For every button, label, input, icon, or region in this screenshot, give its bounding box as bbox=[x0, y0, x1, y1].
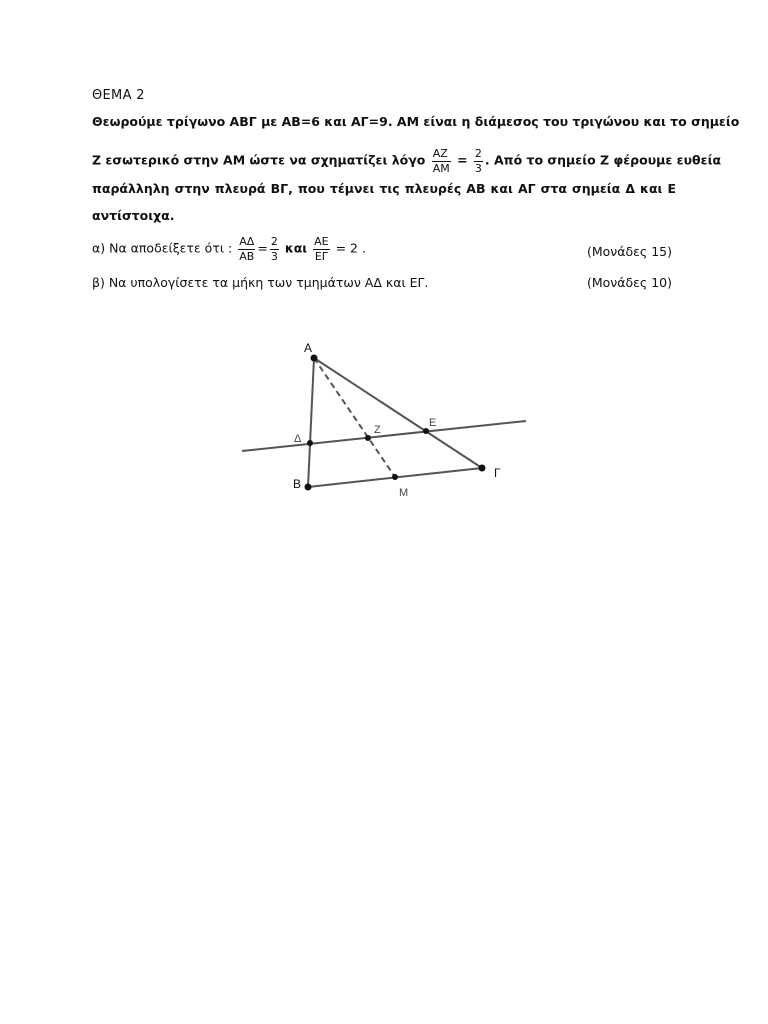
fraction-numerator: 2 bbox=[270, 235, 278, 248]
fraction-numerator: ΑΖ bbox=[432, 148, 451, 162]
point-b bbox=[305, 484, 312, 491]
fraction-ad-ab bbox=[238, 236, 255, 262]
point-m bbox=[392, 474, 398, 480]
median-am bbox=[314, 358, 395, 477]
side-ab bbox=[308, 358, 314, 487]
fraction-two-thirds bbox=[270, 236, 279, 262]
label-a: Α bbox=[304, 341, 313, 355]
fraction-denominator: ΑΜ bbox=[432, 161, 450, 175]
fraction-numerator: ΑΕ bbox=[314, 235, 329, 248]
problem-line-2 bbox=[92, 147, 722, 175]
and-word: και bbox=[284, 240, 308, 256]
fraction-az-am bbox=[432, 148, 451, 174]
geometry-figure bbox=[236, 336, 536, 506]
label-b: Β bbox=[293, 477, 302, 491]
point-g bbox=[479, 465, 486, 472]
equals-sign: = bbox=[457, 152, 468, 168]
problem-line-3: παράλληλη στην πλευρά ΒΓ, που τέμνει τις πλευρές ΑΒ και ΑΓ στα σημεία Δ και Ε bbox=[92, 181, 676, 196]
point-d bbox=[307, 440, 313, 446]
question-a bbox=[92, 236, 676, 262]
fraction-denominator: ΑΒ bbox=[239, 249, 255, 263]
question-b bbox=[92, 275, 676, 290]
fraction-denominator: 3 bbox=[474, 161, 482, 175]
side-ag bbox=[314, 358, 482, 468]
fraction-ae-eg bbox=[313, 236, 329, 262]
fraction-denominator: 3 bbox=[270, 249, 278, 263]
question-a-suffix: = 2 . bbox=[335, 240, 366, 256]
fraction-two-thirds bbox=[474, 148, 483, 174]
section-title: ΘΕΜΑ 2 bbox=[92, 88, 145, 103]
parallel-line bbox=[242, 421, 526, 451]
point-a bbox=[311, 355, 318, 362]
question-a-points: (Μονάδες 15) bbox=[586, 244, 672, 259]
question-b-text: β) Να υπολογίσετε τα μήκη των τμημάτων ΑΔ και ΕΓ. bbox=[92, 275, 429, 290]
question-a-statement bbox=[92, 236, 366, 262]
label-d: Δ bbox=[294, 433, 302, 445]
label-g: Γ bbox=[494, 466, 501, 480]
equals-sign: = bbox=[257, 240, 268, 256]
point-z bbox=[365, 435, 371, 441]
label-e: Ε bbox=[429, 417, 437, 429]
fraction-numerator: 2 bbox=[474, 147, 482, 160]
label-m: Μ bbox=[399, 487, 409, 499]
problem-line-4: αντίστοιχα. bbox=[92, 208, 175, 223]
problem-line-1: Θεωρούμε τρίγωνο ΑΒΓ με ΑΒ=6 και ΑΓ=9. ΑΜ είναι η διάμεσος του τριγώνου και το σημείο bbox=[92, 114, 740, 129]
fraction-numerator: ΑΔ bbox=[239, 235, 255, 248]
problem-line-2-end: . Από το σημείο Ζ φέρουμε ευθεία bbox=[484, 152, 722, 168]
fraction-denominator: ΕΓ bbox=[314, 249, 328, 263]
problem-line-2-start: Ζ εσωτερικό στην ΑΜ ώστε να σχηματίζει λόγο bbox=[92, 152, 426, 168]
question-b-points: (Μονάδες 10) bbox=[586, 275, 672, 290]
label-z: Ζ bbox=[374, 424, 381, 436]
question-a-prefix: α) Να αποδείξετε ότι : bbox=[92, 240, 233, 256]
